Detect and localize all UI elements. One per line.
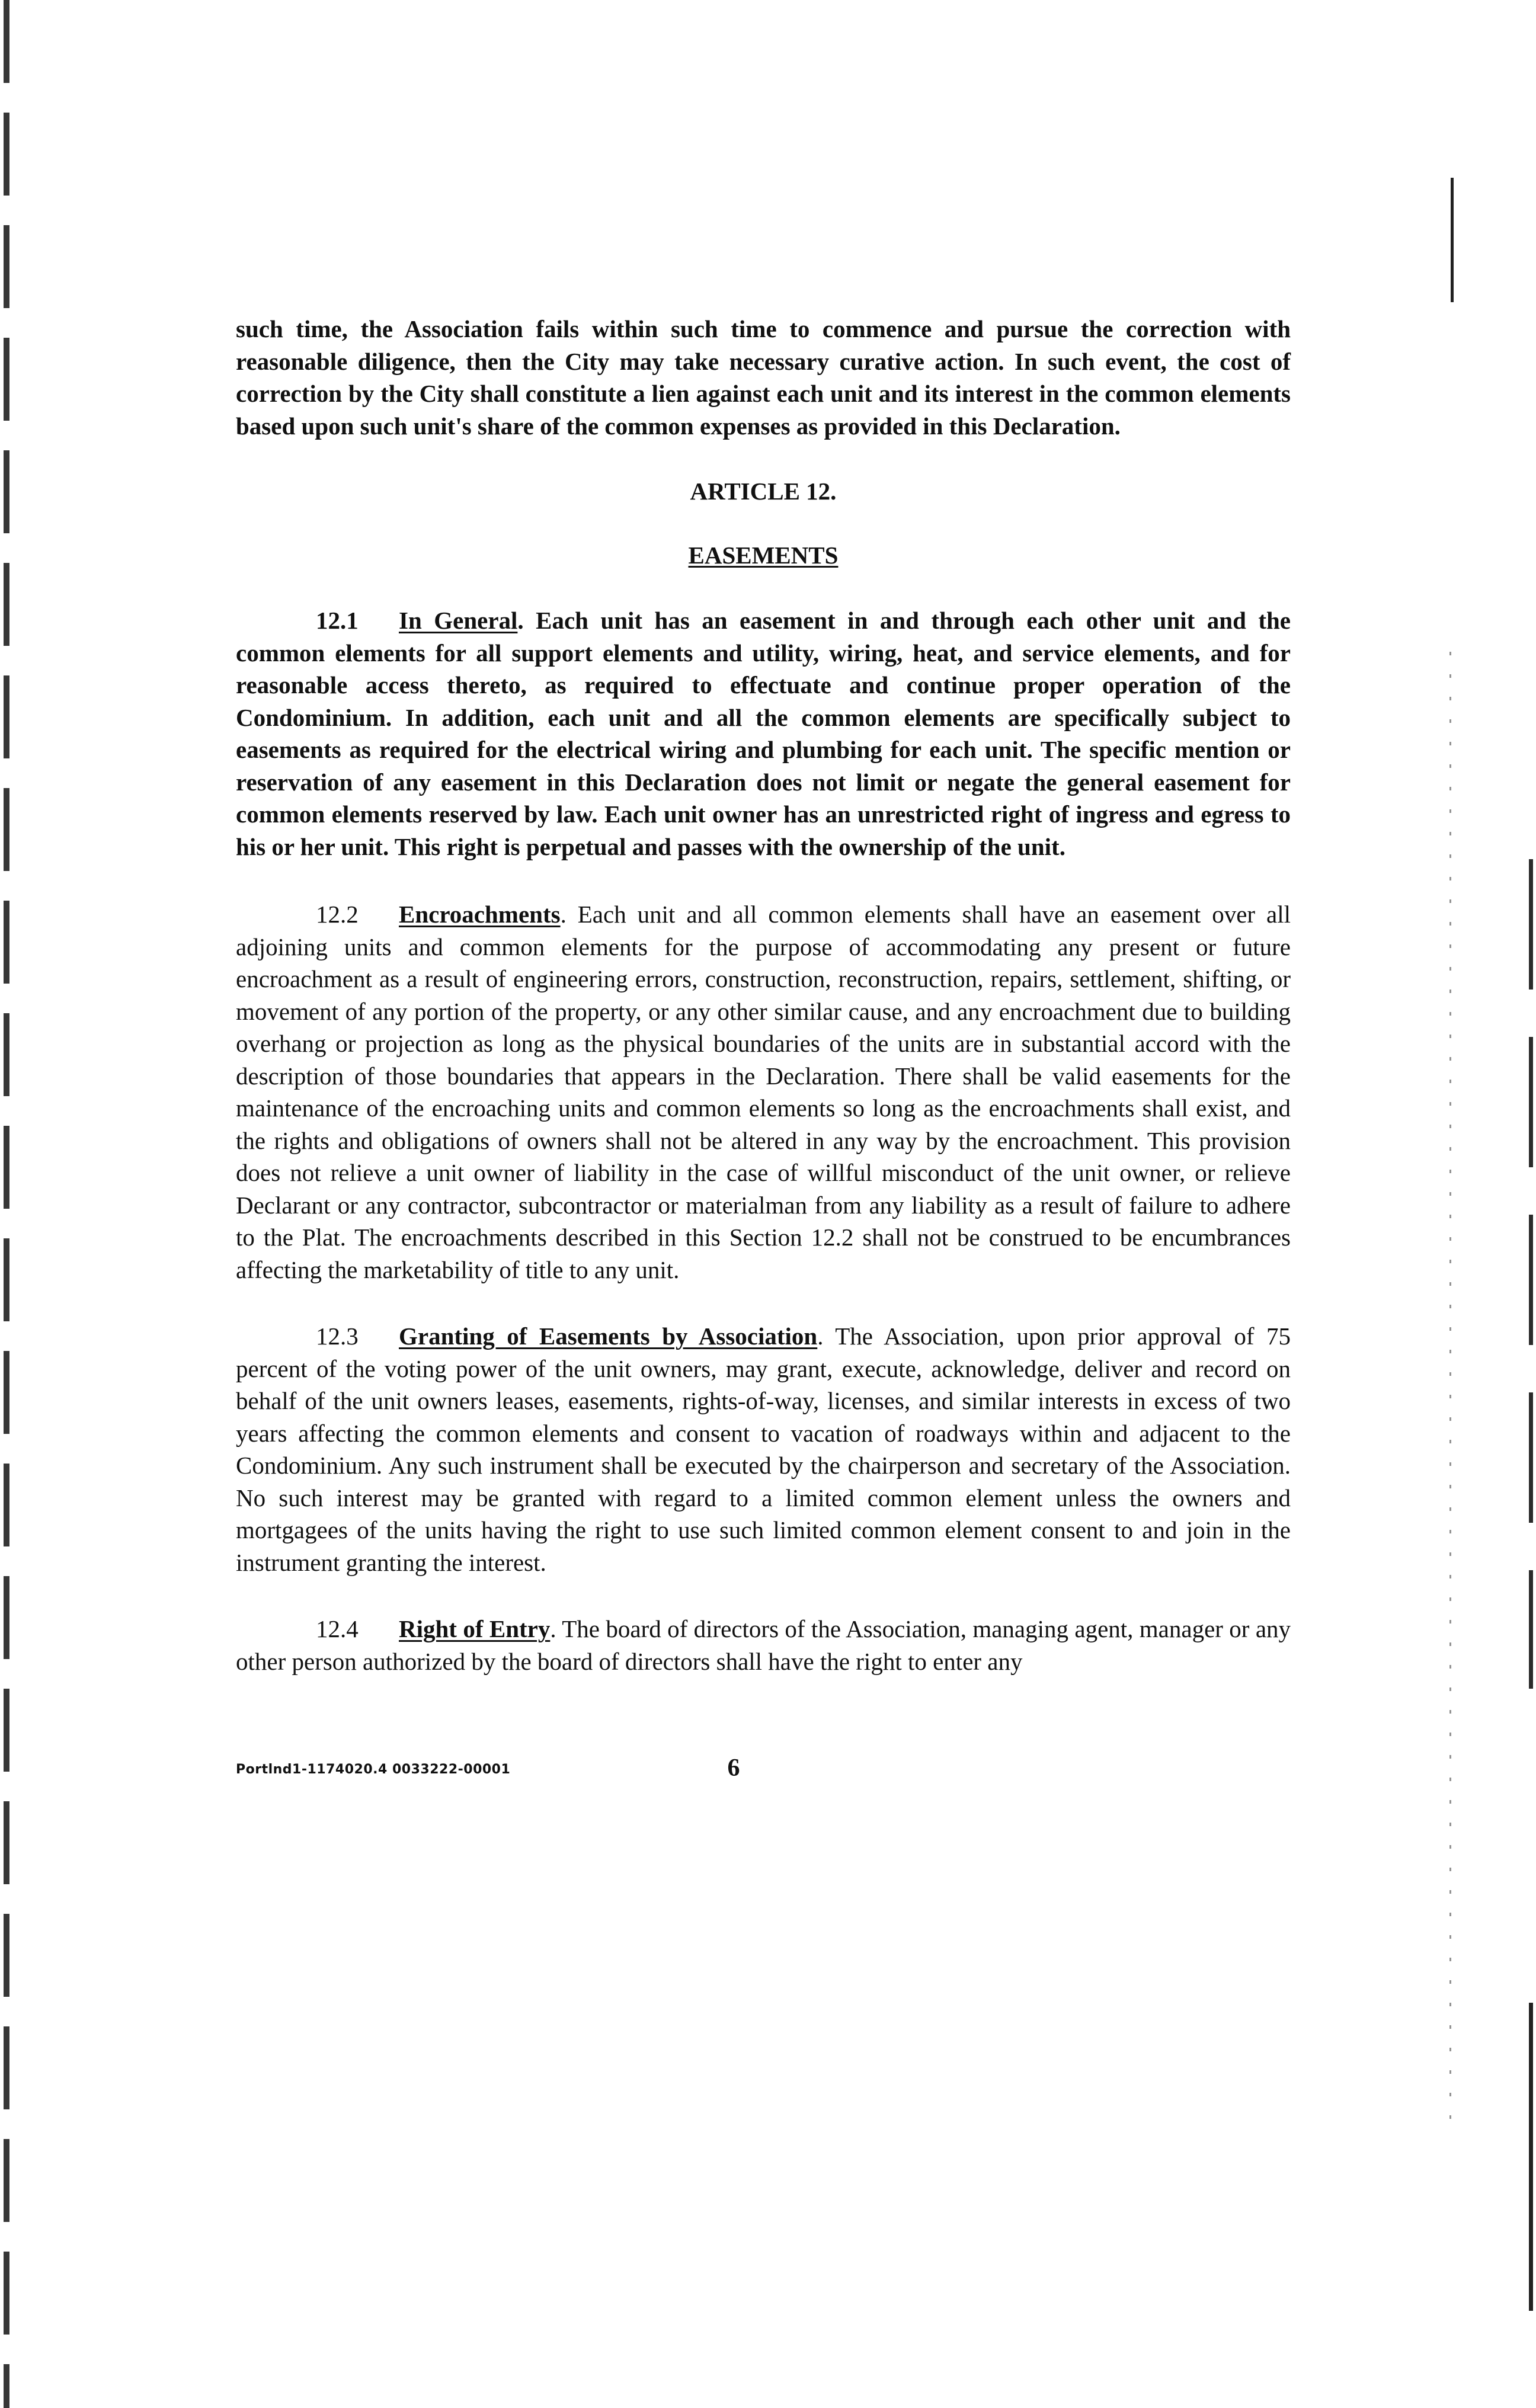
section-title: In General — [399, 607, 518, 634]
section-title: Right of Entry — [399, 1615, 551, 1642]
article-title — [236, 539, 1291, 571]
section-number: 12.4 — [316, 1615, 359, 1642]
document-code: Portlnd1-1174020.4 0033222-00001 — [236, 1762, 511, 1777]
section-title: Encroachments — [399, 901, 561, 928]
section-body: . The Association, upon prior approval of 75 percent of the voting power of the unit owners, may grant, execute, acknowledge, deliver and record on behalf of the unit owners leases, easements, rights-of-way, licenses, and similar interests in excess of two years affecting the common elements and consent to vacation of roadways within and adjacent to the Condominium. Any such instrument shall be executed by the chairperson and secretary of the Association. No such interest may be granted with regard to a limited common element unless the owners and mortgagees of the units having the right to use such limited common element consent to and join in the instrument granting the interest. — [236, 1323, 1291, 1576]
scan-edge-right-middle — [1529, 859, 1533, 1689]
intro-paragraph: such time, the Association fails within such time to commence and pursue the correction with reasonable diligence, then the City may take necessary curative action. In such event, the cost of correction by the City shall constitute a lien against each unit and its interest in the common elements based upon such unit's share of the common expenses as provided in this Declaration. — [236, 315, 1291, 440]
page-footer — [236, 1754, 1291, 1789]
section-body: . Each unit and all common elements shall have an easement over all adjoining units and common elements for the purpose of accommodating any present or future encroachment as a result of engineering errors, construction, reconstruction, repairs, settlement, shifting, or movement of any portion of the property, or any other similar cause, and any encroachment due to building overhang or projection as long as the physical boundaries of the units are in substantial accord with the description of those boundaries that appears in the Declaration. There shall be valid easements for the maintenance of the encroaching units and common elements so long as the encroachments shall exist, and the rights and obligations of owners shall not be altered in any way by the encroachment. This provision does not relieve a unit owner of liability in the case of willful misconduct of the unit owner, or relieve Declarant or any contractor, subcontractor or materialman from any liability as a result of failure to adhere to the Plat. The encroachments described in this Section 12.2 shall not be construed to be encumbrances affecting the marketability of title to any unit. — [236, 901, 1291, 1283]
article-heading: ARTICLE 12. — [690, 478, 837, 505]
document-body — [236, 313, 1291, 1677]
section-body: . The board of directors of the Association, managing agent, manager or any other person authorized by the board of directors shall have the right to enter any — [236, 1615, 1291, 1675]
article-title-text: EASEMENTS — [688, 542, 839, 569]
section-12-4 — [236, 1613, 1291, 1677]
section-title: Granting of Easements by Association — [399, 1323, 818, 1350]
page-number: 6 — [727, 1754, 740, 1782]
section-12-1 — [236, 604, 1291, 863]
section-12-3 — [236, 1320, 1291, 1578]
scan-dots-right — [1449, 652, 1451, 2133]
scan-edge-left — [4, 0, 9, 2408]
section-number: 12.1 — [316, 607, 359, 634]
section-number: 12.2 — [316, 901, 359, 928]
scan-edge-right-bottom — [1529, 2003, 1533, 2311]
section-body: . Each unit has an easement in and through each other unit and the common elements for all support elements and utility, wiring, heat, and service elements, and for reasonable access thereto, as required to effectuate and continue proper operation of the Condominium. In addition, each unit and all the common elements are specifically subject to easements as required for the electrical wiring and plumbing for each unit. The specific mention or reservation of any easement in this Declaration does not limit or negate the general easement for common elements reserved by law. Each unit owner has an unrestricted right of ingress and egress to his or her unit. This right is perpetual and passes with the ownership of the unit. — [236, 607, 1291, 860]
section-12-2 — [236, 898, 1291, 1286]
scan-edge-right-top — [1451, 178, 1454, 302]
section-number: 12.3 — [316, 1323, 359, 1350]
